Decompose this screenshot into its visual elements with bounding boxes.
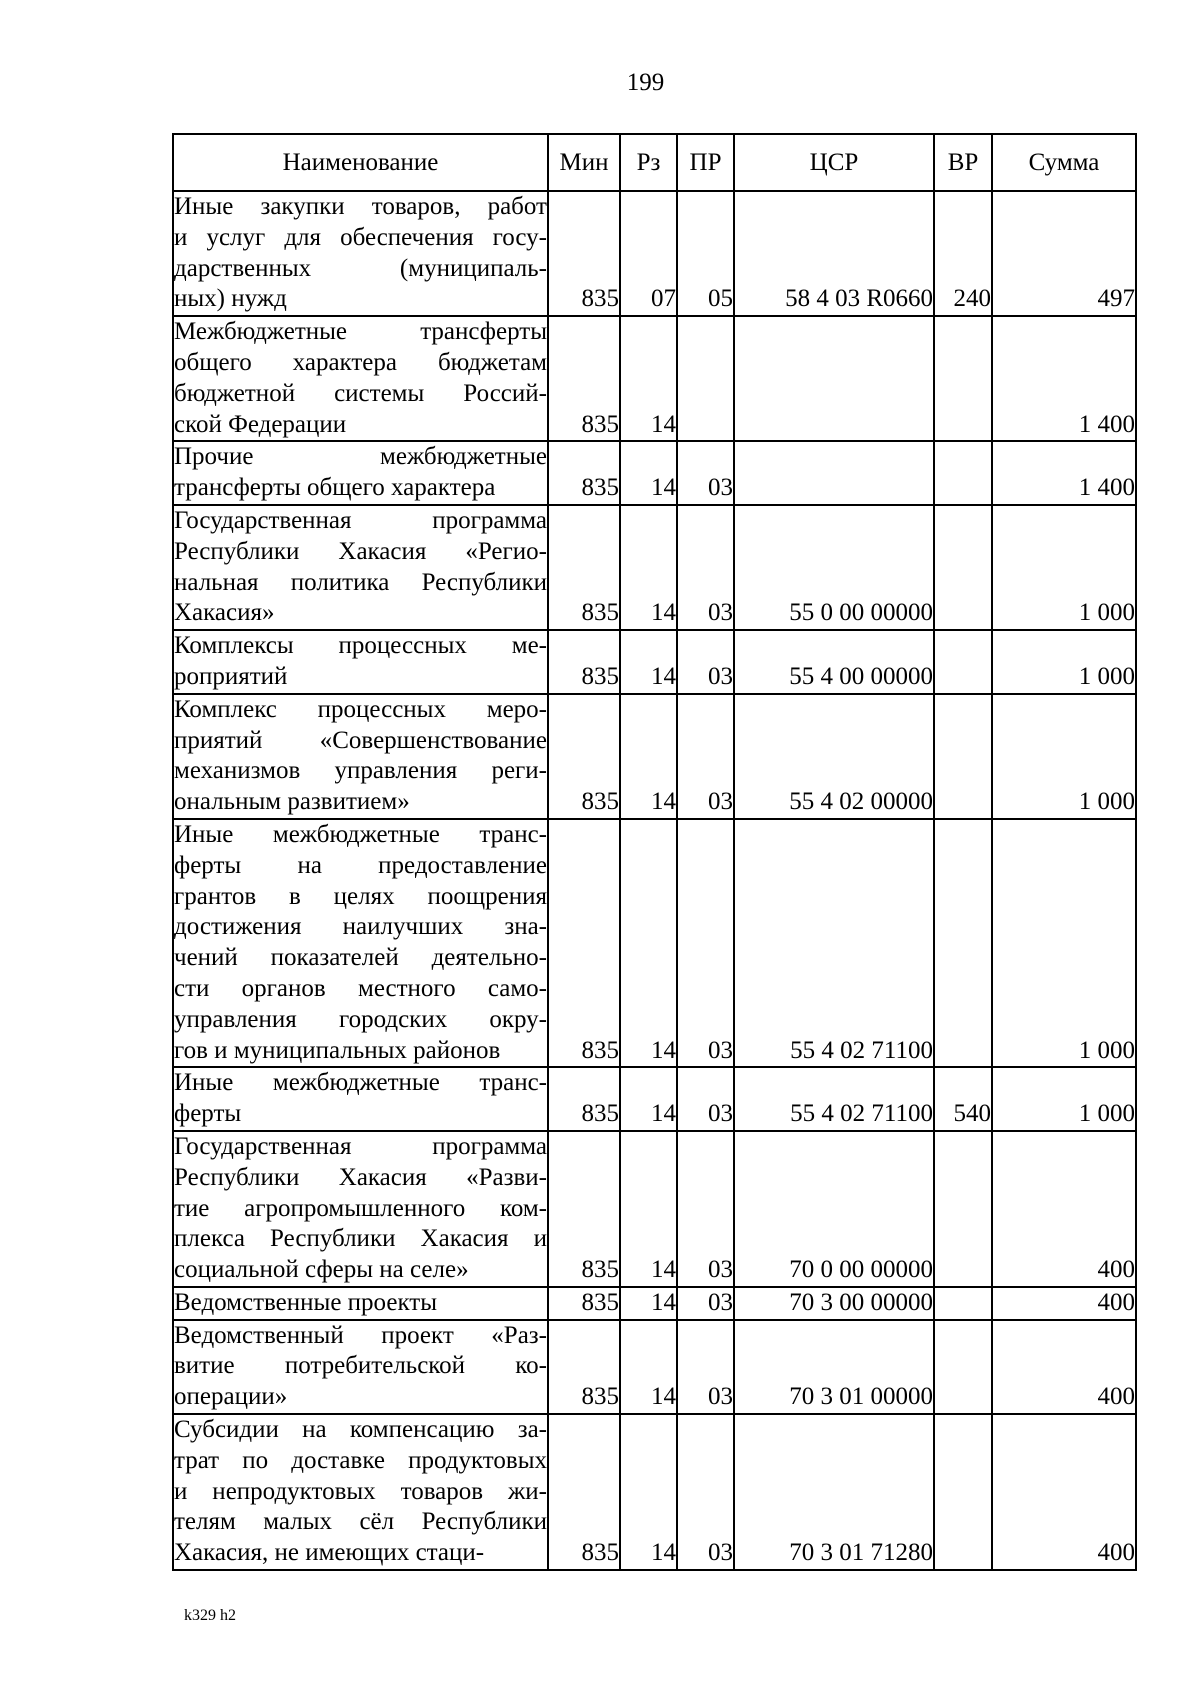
row-name-line: управления городских окру- — [174, 1005, 547, 1033]
row-name-line: Республики Хакасия «Регио- — [174, 537, 547, 565]
table-row — [173, 630, 1136, 694]
row-name-line: телям малых сёл Республики — [174, 1508, 547, 1536]
row-vr — [934, 1131, 992, 1287]
page-number: 199 — [626, 69, 665, 96]
row-pr: 03 — [677, 1414, 734, 1570]
row-name-line: Прочие межбюджетные — [174, 443, 547, 471]
row-name — [173, 1320, 548, 1414]
row-pr — [677, 316, 734, 441]
row-csr — [734, 316, 934, 441]
row-sum: 1 000 — [992, 694, 1136, 819]
row-name-line: Хакасия» — [174, 599, 275, 627]
row-sum: 1 000 — [992, 630, 1136, 694]
row-name-line: приятий «Совершенствование — [174, 726, 547, 754]
row-vr — [934, 441, 992, 505]
row-csr: 70 0 00 00000 — [734, 1131, 934, 1287]
header-rz: Рз — [620, 134, 677, 191]
row-name — [173, 1287, 548, 1320]
row-csr: 55 4 02 71100 — [734, 819, 934, 1067]
row-name — [173, 191, 548, 316]
row-name-line: дарственных (муниципаль- — [174, 254, 547, 282]
row-csr: 70 3 00 00000 — [734, 1287, 934, 1320]
row-pr: 03 — [677, 441, 734, 505]
row-name-line: Субсидии на компенсацию за- — [174, 1416, 547, 1444]
row-csr: 70 3 01 71280 — [734, 1414, 934, 1570]
row-csr: 55 0 00 00000 — [734, 505, 934, 630]
row-rz: 14 — [620, 1067, 677, 1131]
header-csr: ЦСР — [734, 134, 934, 191]
row-name-line: Ведомственный проект «Раз- — [174, 1321, 547, 1349]
row-name — [173, 819, 548, 1067]
row-name-line: Иные межбюджетные транс- — [174, 820, 547, 848]
row-sum: 400 — [992, 1414, 1136, 1570]
row-vr — [934, 316, 992, 441]
row-name-line: Ведомственные проекты — [174, 1288, 438, 1316]
row-vr — [934, 1287, 992, 1320]
header-name: Наименование — [173, 134, 548, 191]
row-name — [173, 316, 548, 441]
row-name — [173, 694, 548, 819]
row-pr: 03 — [677, 1067, 734, 1131]
row-name-line: Республики Хакасия «Разви- — [174, 1163, 547, 1191]
row-sum: 400 — [992, 1131, 1136, 1287]
table-row — [173, 1320, 1136, 1414]
row-name-line: ферты на предоставление — [174, 851, 547, 879]
row-min: 835 — [548, 1414, 620, 1570]
row-vr — [934, 819, 992, 1067]
row-rz: 14 — [620, 1131, 677, 1287]
row-min: 835 — [548, 1320, 620, 1414]
row-name-line: ской Федерации — [174, 410, 347, 438]
row-name-line: Межбюджетные трансферты — [174, 318, 547, 346]
budget-table — [172, 133, 1137, 1571]
header-pr: ПР — [677, 134, 734, 191]
row-name — [173, 505, 548, 630]
row-rz: 14 — [620, 819, 677, 1067]
row-name-line: Государственная программа — [174, 506, 547, 534]
row-vr — [934, 505, 992, 630]
row-min: 835 — [548, 505, 620, 630]
row-csr — [734, 441, 934, 505]
row-csr: 55 4 00 00000 — [734, 630, 934, 694]
row-csr: 55 4 02 00000 — [734, 694, 934, 819]
row-rz: 14 — [620, 316, 677, 441]
row-sum: 497 — [992, 191, 1136, 316]
row-min: 835 — [548, 1131, 620, 1287]
row-rz: 14 — [620, 505, 677, 630]
row-pr: 03 — [677, 1287, 734, 1320]
table-row — [173, 1414, 1136, 1570]
table-row — [173, 1131, 1136, 1287]
row-name-line: механизмов управления реги- — [174, 757, 547, 785]
row-vr — [934, 630, 992, 694]
row-name-line: гов и муниципальных районов — [174, 1036, 501, 1064]
row-rz: 14 — [620, 1320, 677, 1414]
row-min: 835 — [548, 630, 620, 694]
row-rz: 07 — [620, 191, 677, 316]
row-min: 835 — [548, 441, 620, 505]
row-name-line: чений показателей деятельно- — [174, 944, 547, 972]
row-name-line: витие потребительской ко- — [174, 1352, 547, 1380]
row-pr: 03 — [677, 819, 734, 1067]
table-row — [173, 191, 1136, 316]
table-row — [173, 819, 1136, 1067]
table-body — [173, 191, 1136, 1570]
row-csr: 58 4 03 R0660 — [734, 191, 934, 316]
row-name-line: Иные межбюджетные транс- — [174, 1069, 547, 1097]
table-row — [173, 441, 1136, 505]
table-row — [173, 505, 1136, 630]
header-min: Мин — [548, 134, 620, 191]
row-name-line: трат по доставке продуктовых — [174, 1446, 547, 1474]
row-sum: 1 400 — [992, 441, 1136, 505]
row-pr: 03 — [677, 1131, 734, 1287]
row-vr — [934, 1414, 992, 1570]
row-name-line: Иные закупки товаров, работ — [174, 193, 547, 220]
row-min: 835 — [548, 1287, 620, 1320]
row-name-line: Комплекс процессных меро- — [174, 695, 547, 723]
row-min: 835 — [548, 316, 620, 441]
footer-code: k329 h2 — [184, 1607, 236, 1624]
row-pr: 03 — [677, 630, 734, 694]
row-name-line: трансферты общего характера — [174, 474, 496, 502]
row-name-line: ных) нужд — [174, 285, 287, 313]
row-name-line: ферты — [174, 1100, 242, 1128]
row-name — [173, 1131, 548, 1287]
row-min: 835 — [548, 1067, 620, 1131]
row-pr: 03 — [677, 1320, 734, 1414]
row-name-line: Хакасия, не имеющих стаци- — [174, 1539, 485, 1567]
row-name-line: ональным развитием» — [174, 788, 410, 816]
row-vr — [934, 694, 992, 819]
row-name-line: и услуг для обеспечения госу- — [174, 223, 547, 251]
row-name-line: общего характера бюджетам — [174, 348, 547, 376]
row-name-line: социальной сферы на селе» — [174, 1256, 469, 1284]
row-sum: 1 000 — [992, 1067, 1136, 1131]
row-name-line: плекса Республики Хакасия и — [174, 1225, 547, 1253]
row-name-line: Комплексы процессных ме- — [174, 632, 547, 660]
row-name — [173, 1414, 548, 1570]
row-name-line: и непродуктовых товаров жи- — [174, 1477, 547, 1505]
row-rz: 14 — [620, 1414, 677, 1570]
row-vr: 240 — [934, 191, 992, 316]
row-sum: 1 000 — [992, 505, 1136, 630]
row-name-line: сти органов местного само- — [174, 974, 547, 1002]
row-vr — [934, 1320, 992, 1414]
row-name — [173, 441, 548, 505]
table-header-row — [173, 134, 1136, 191]
row-name — [173, 630, 548, 694]
row-sum: 400 — [992, 1320, 1136, 1414]
row-sum: 1 000 — [992, 819, 1136, 1067]
row-pr: 05 — [677, 191, 734, 316]
row-rz: 14 — [620, 441, 677, 505]
row-min: 835 — [548, 819, 620, 1067]
row-min: 835 — [548, 694, 620, 819]
row-name-line: достижения наилучших зна- — [174, 913, 547, 941]
table-row — [173, 1067, 1136, 1131]
row-rz: 14 — [620, 694, 677, 819]
row-name-line: роприятий — [174, 662, 288, 690]
row-rz: 14 — [620, 630, 677, 694]
row-name-line: Государственная программа — [174, 1132, 547, 1160]
row-pr: 03 — [677, 505, 734, 630]
table-row — [173, 694, 1136, 819]
row-name-line: нальная политика Республики — [174, 568, 547, 596]
row-name — [173, 1067, 548, 1131]
row-vr: 540 — [934, 1067, 992, 1131]
row-name-line: операции» — [174, 1383, 288, 1411]
row-rz: 14 — [620, 1287, 677, 1320]
header-vr: ВР — [934, 134, 992, 191]
row-csr: 55 4 02 71100 — [734, 1067, 934, 1131]
row-pr: 03 — [677, 694, 734, 819]
header-sum: Сумма — [992, 134, 1136, 191]
row-name-line: бюджетной системы Россий- — [174, 379, 547, 407]
row-name-line: тие агропромышленного ком- — [174, 1194, 547, 1222]
table-row — [173, 1287, 1136, 1320]
row-sum: 1 400 — [992, 316, 1136, 441]
row-sum: 400 — [992, 1287, 1136, 1320]
table-row — [173, 316, 1136, 441]
row-csr: 70 3 01 00000 — [734, 1320, 934, 1414]
row-name-line: грантов в целях поощрения — [174, 882, 547, 910]
row-min: 835 — [548, 191, 620, 316]
